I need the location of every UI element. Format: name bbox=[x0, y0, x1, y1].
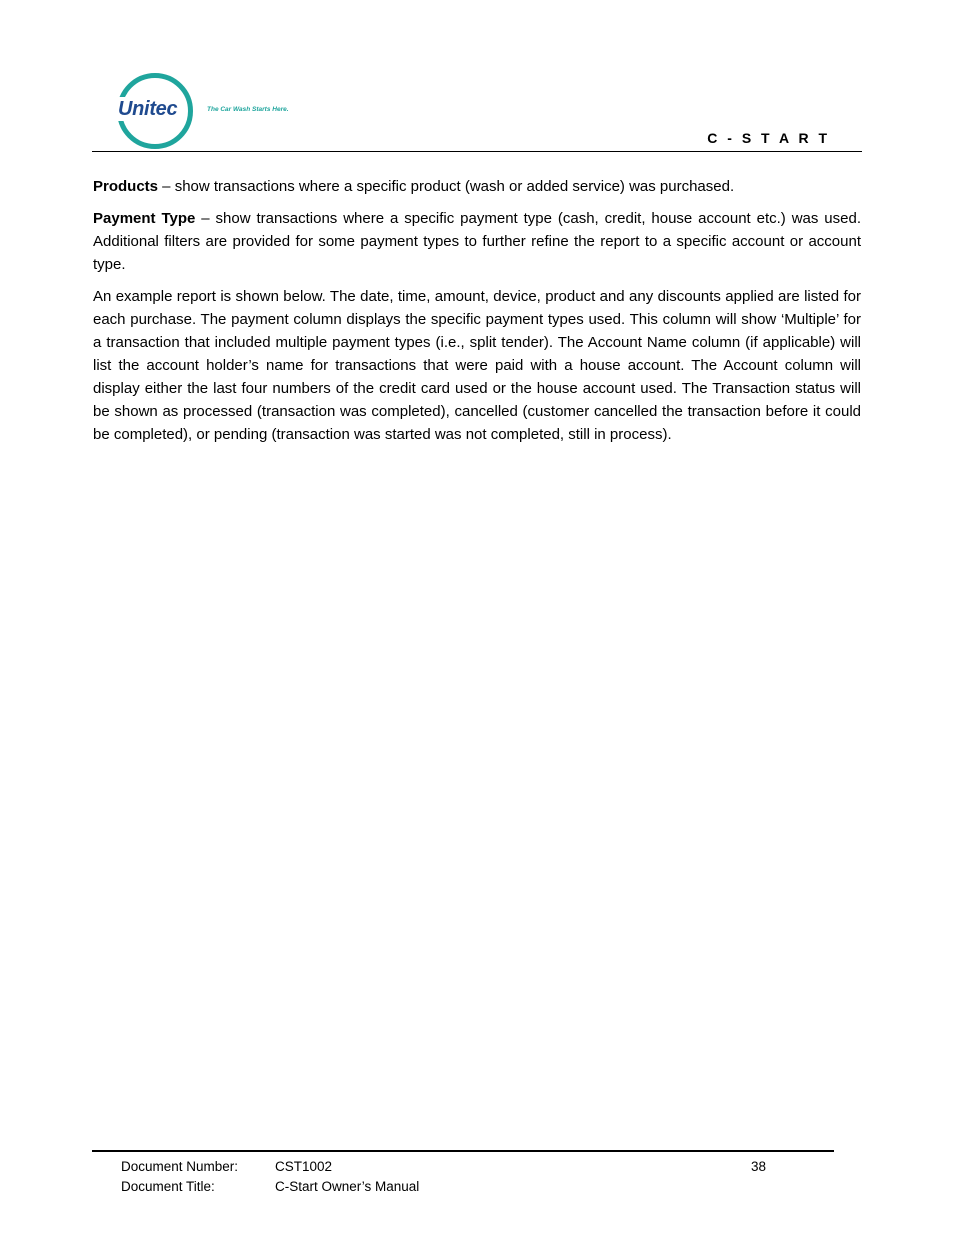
products-description: – show transactions where a specific product (wash or added service) was purchased. bbox=[158, 178, 735, 195]
page-number: 38 bbox=[751, 1159, 767, 1174]
doc-number-label: Document Number: bbox=[121, 1159, 239, 1174]
page-footer bbox=[121, 1157, 781, 1197]
payment-type-term: Payment Type bbox=[93, 210, 196, 227]
footer-row-number bbox=[121, 1157, 781, 1177]
page-header-title: C - S T A R T bbox=[707, 130, 830, 146]
doc-title-value: C-Start Owner’s Manual bbox=[275, 1179, 420, 1194]
doc-number-value: CST1002 bbox=[275, 1159, 333, 1174]
document-body bbox=[93, 175, 861, 455]
payment-type-paragraph bbox=[93, 207, 861, 276]
doc-title-label: Document Title: bbox=[121, 1179, 215, 1194]
products-term: Products bbox=[93, 178, 159, 195]
header-divider bbox=[92, 151, 862, 152]
unitec-logo bbox=[115, 73, 315, 149]
logo-tagline: The Car Wash Starts Here. bbox=[207, 106, 289, 113]
logo-brand: Unitec bbox=[118, 98, 178, 120]
footer-divider bbox=[92, 1150, 834, 1152]
example-report-paragraph: An example report is shown below. The date, time, amount, device, product and any discounts applied are listed for each purchase. The payment column displays the specific payment types used. This column will show ‘Multiple’ for a transaction that included multiple payment types (i.e., split tender). The Account Name column (if applicable) will list the account holder’s name for transactions that were paid with a house account. The Account column will display either the last four numbers of the credit card used or the house account used. The Transaction status will be shown as processed (transaction was completed), cancelled (customer cancelled the transaction before it could be completed), or pending (transaction was started was not completed, still in process). bbox=[93, 288, 861, 443]
payment-type-description: – show transactions where a specific payment type (cash, credit, house account etc.) was used. Additional filters are provided for some payment types to further refine the report to a specific account or account type. bbox=[93, 210, 861, 273]
footer-row-title bbox=[121, 1177, 781, 1197]
products-paragraph bbox=[93, 175, 861, 198]
